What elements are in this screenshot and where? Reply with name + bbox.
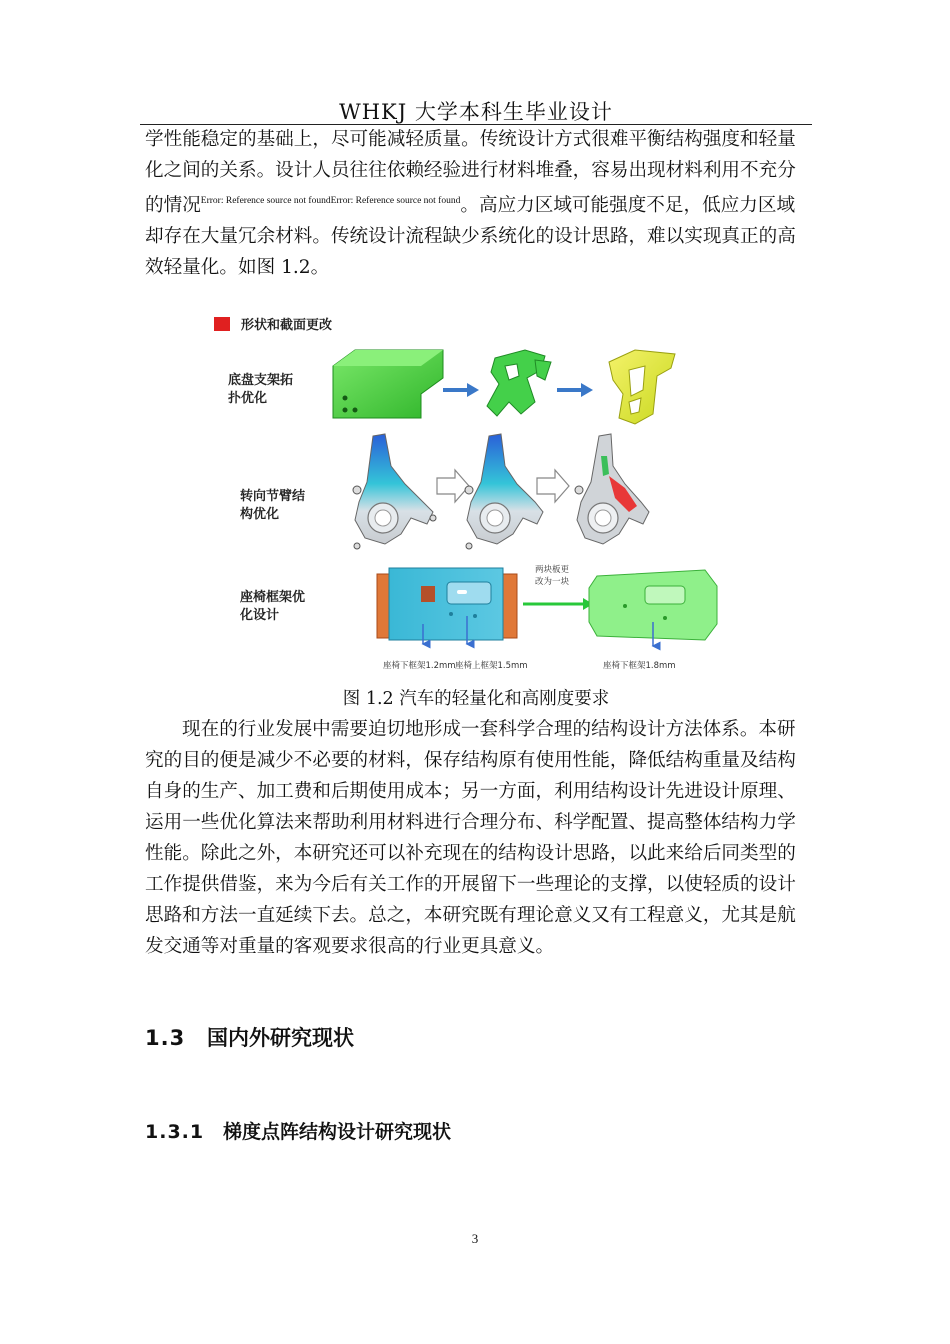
- paragraph-1: [145, 124, 805, 283]
- page-header: WHKJ 大学本科生毕业设计: [339, 100, 613, 124]
- seat-label-1: 座椅下框架1.2mm: [383, 661, 456, 671]
- arrow-right-icon: [537, 470, 569, 502]
- row-2-label-line1: 转向节臂结: [240, 489, 306, 504]
- bracket-topology-icon: [487, 350, 551, 416]
- knuckle-mid-icon: [465, 434, 543, 549]
- legend-swatch: [214, 317, 230, 331]
- seat-label-3: 座椅下框架1.8mm: [603, 661, 676, 671]
- section-number: 1.3: [145, 1026, 186, 1050]
- row-1-label-line1: 底盘支架拓: [228, 373, 294, 388]
- seat-label-2: 座椅上框架1.5mm: [455, 661, 528, 671]
- bracket-initial-icon: [333, 350, 443, 418]
- note-line2: 改为一块: [535, 577, 570, 587]
- subsection-title: 梯度点阵结构设计研究现状: [223, 1121, 452, 1143]
- row-2-label-line2: 构优化: [240, 507, 280, 522]
- page-number: 3: [471, 1231, 479, 1246]
- legend-label: 形状和截面更改: [241, 318, 333, 333]
- arrow-right-icon: [443, 383, 479, 397]
- row-3-label-line1: 座椅框架优: [240, 590, 306, 605]
- row-3-label-line2: 化设计: [240, 608, 280, 623]
- subsection-heading: [145, 1117, 451, 1144]
- knuckle-initial-icon: [353, 434, 436, 549]
- seat-frame-initial-icon: [377, 568, 517, 644]
- arrow-right-icon: [557, 383, 593, 397]
- note-line1: 两块板更: [535, 565, 570, 575]
- row-1-label-line2: 扑优化: [228, 391, 268, 406]
- paragraph-1-text-b: 。高应力区域可能强度不足，低应力区域却存在大量冗余材料。传统设计流程缺少系统化的设计思路，难以实现真正的高效轻量化。如图 1.2。: [145, 195, 796, 278]
- reference-error: Error: Reference source not foundError: Reference source not found: [200, 196, 461, 206]
- arrow-right-icon: [523, 598, 593, 610]
- knuckle-final-icon: [575, 434, 649, 544]
- figure-illustration: [205, 306, 735, 678]
- bracket-final-icon: [609, 350, 675, 424]
- figure-1-2: [205, 306, 735, 678]
- section-title: 国内外研究现状: [207, 1026, 354, 1050]
- seat-frame-final-icon: [589, 570, 717, 646]
- arrow-right-icon: [437, 470, 469, 502]
- paragraph-2: 现在的行业发展中需要迫切地形成一套科学合理的结构设计方法体系。本研究的目的便是减少不必要的材料，保存结构原有使用性能，降低结构重量及结构自身的生产、加工费和后期使用成本；另一方面，利用结构设计先进设计原理、运用一些优化算法来帮助利用材料进行合理分布、科学配置、提高整体结构力学性能。除此之外，本研究还可以补充现在的结构设计思路，以此来给后同类型的工作提供借鉴，来为今后有关工作的开展留下一些理论的支撑，以使轻质的设计思路和方法一直延续下去。总之，本研究既有理论意义又有工程意义，尤其是航发交通等对重量的客观要求很高的行业更具意义。: [145, 719, 796, 957]
- subsection-number: 1.3.1: [145, 1121, 205, 1143]
- section-heading: [145, 1022, 354, 1052]
- paragraph-1-text-a: 学性能稳定的基础上，尽可能减轻质量。传统设计方式很难平衡结构强度和轻量化之间的关系。设计人员往往依赖经验进行材料堆叠，容易出现材料利用不充分的情况: [145, 129, 796, 216]
- figure-caption: 图 1.2 汽车的轻量化和高刚度要求: [342, 689, 610, 709]
